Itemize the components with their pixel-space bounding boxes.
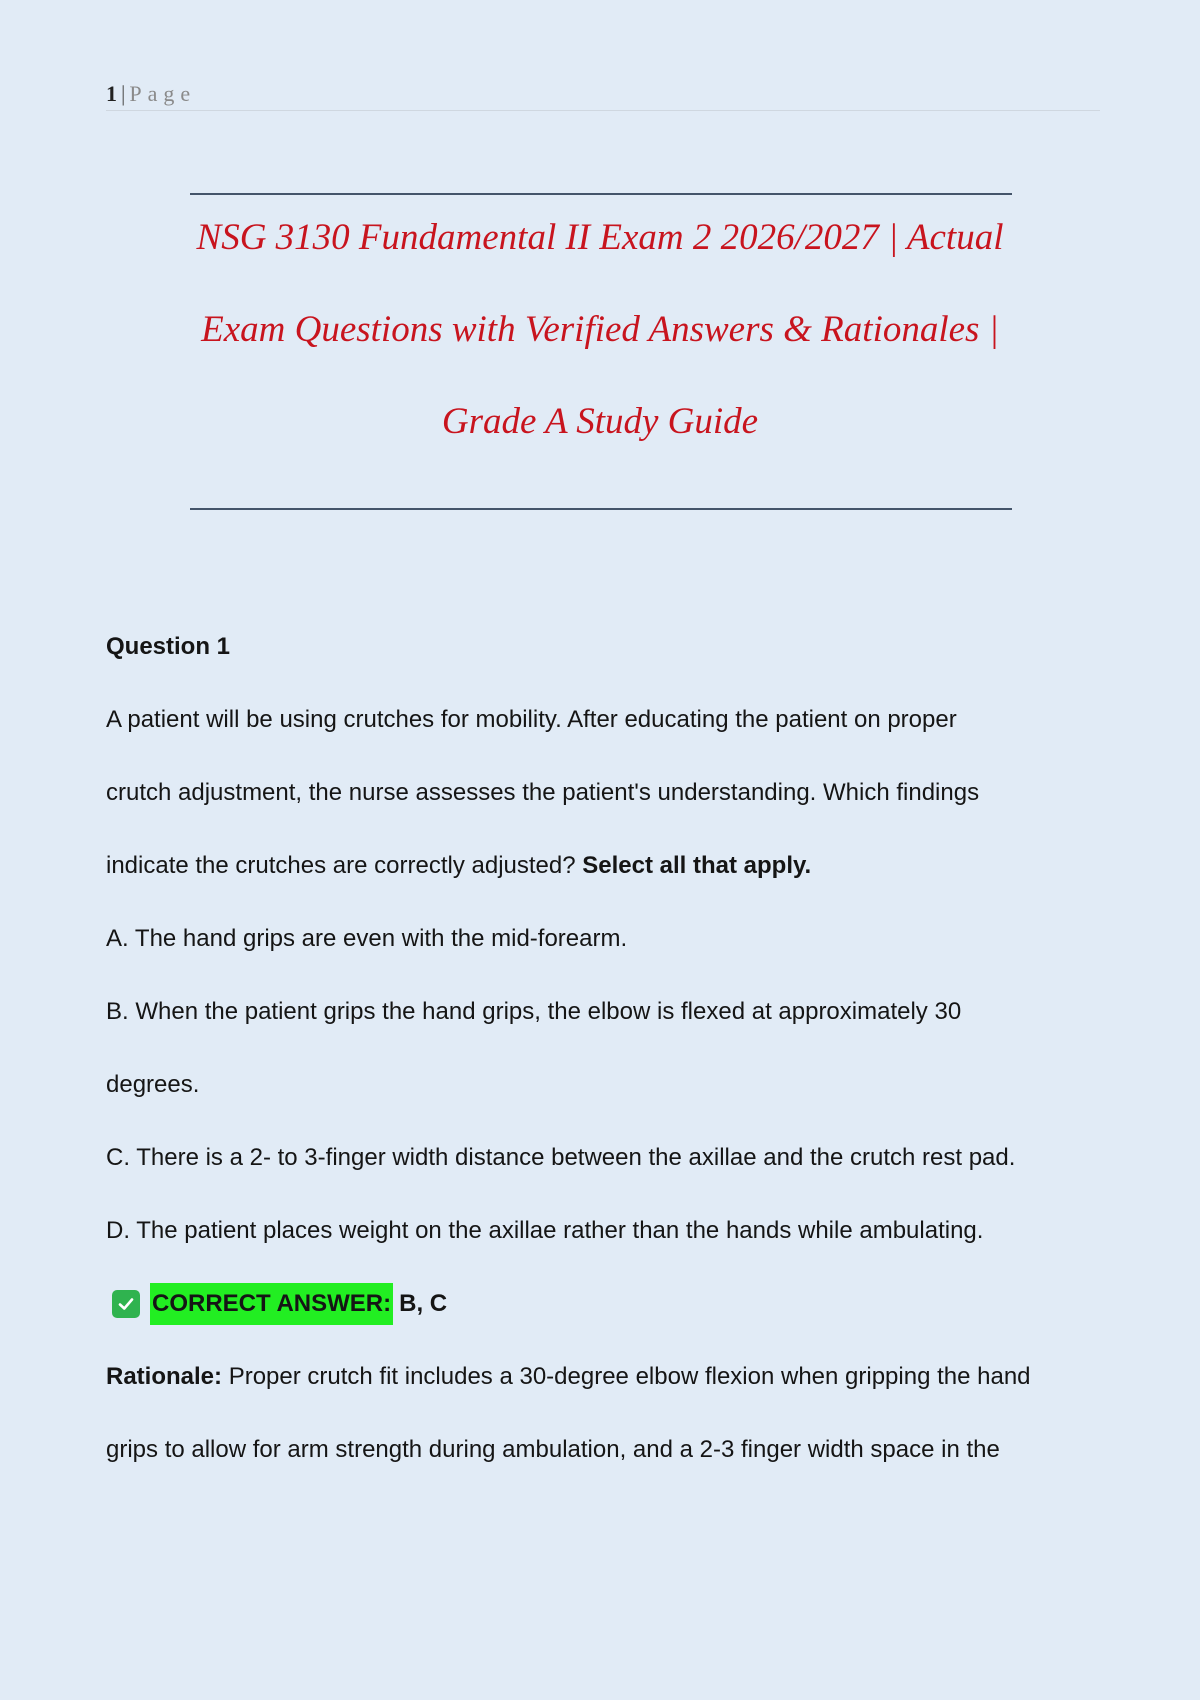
option-b-continued: degrees. [106, 1071, 200, 1098]
page-number: 1 [106, 81, 117, 106]
option-c: C. There is a 2- to 3-finger width distance between the axillae and the crutch rest pad. [106, 1144, 1016, 1171]
question-stem-line-1: A patient will be using crutches for mobility. After educating the patient on proper [106, 706, 957, 733]
title-bottom-rule [190, 508, 1012, 510]
check-mark-icon [112, 1290, 140, 1318]
rationale-line-2: grips to allow for arm strength during ambulation, and a 2-3 finger width space in the [106, 1436, 1000, 1463]
rationale-line-1 [106, 1340, 1106, 1413]
question-stem-line-3 [106, 829, 1106, 902]
option-a: A. The hand grips are even with the mid-forearm. [106, 925, 628, 952]
correct-answer-line [106, 1267, 1106, 1340]
option-b: B. When the patient grips the hand grips, the elbow is flexed at approximately 30 [106, 998, 962, 1025]
title-line-3: Grade A Study Guide [441, 401, 759, 442]
question-stem-line-2: crutch adjustment, the nurse assesses the patient's understanding. Which findings [106, 779, 980, 806]
page-header [106, 78, 1100, 111]
option-d: D. The patient places weight on the axillae rather than the hands while ambulating. [106, 1217, 984, 1244]
title-line-1: NSG 3130 Fundamental II Exam 2 2026/2027 | Actual [196, 217, 1004, 258]
rationale-label: Rationale: [106, 1363, 223, 1390]
question-instruction: Select all that apply. [582, 852, 812, 879]
page-separator: | [121, 81, 126, 106]
question-stem-text: indicate the crutches are correctly adjusted? [106, 852, 576, 879]
question-heading: Question 1 [106, 633, 231, 660]
question-block [106, 610, 1106, 1486]
correct-answer-label: CORRECT ANSWER: [150, 1283, 393, 1325]
rationale-text-1: Proper crutch fit includes a 30-degree elbow flexion when gripping the hand [228, 1363, 1031, 1390]
page-word: Page [129, 81, 197, 106]
correct-answer-value: B, C [399, 1290, 448, 1317]
title-line-2: Exam Questions with Verified Answers & Rationales | [201, 309, 999, 350]
document-title [120, 192, 1080, 468]
